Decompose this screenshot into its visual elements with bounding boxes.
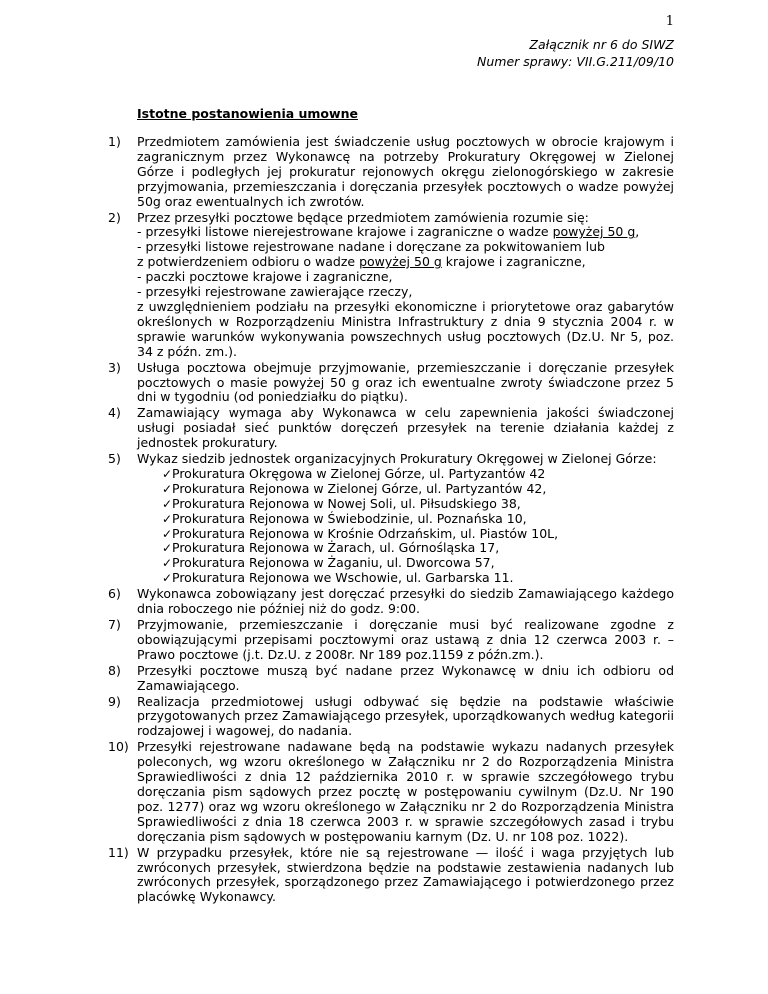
clause-text: W przypadku przesyłek, które nie są rejestrowane — ilość i waga przyjętych lub zwróconych przesyłek, stwierdzona będzie na podstawie zestawienia nadanych lub zwróconych przesyłek, sporządzonego przez Zamawiającego i potwierdzonego przez placówkę Wykonawcy. (137, 844, 674, 905)
clause-number: 1) (108, 134, 121, 149)
clause-number: 5) (108, 451, 121, 467)
clause-text: Usługa pocztowa obejmuje przyjmowanie, przemieszczanie i doręczanie przesyłek pocztowych o masie powyżej 50 g oraz ich ewentualne zwroty świadczone przez 5 dni w tygodniu (od poniedziałku do piątku). (137, 359, 674, 405)
list-item: ✓ Prokuratura Rejonowa w Nowej Soli, ul. Piłsudskiego 38, (162, 495, 521, 511)
clause-6 (108, 587, 674, 617)
page-number: 1 (665, 14, 674, 29)
clause-10 (108, 740, 674, 844)
clause-text: Realizacja przedmiotowej usługi odbywać się będzie na podstawie właściwie przygotowanych przez Zamawiającego przesyłek, uporządkowanych według kategorii rodzajowej i wagowej, do nadania. (137, 693, 674, 739)
clause-number: 3) (108, 359, 121, 375)
clause-number: 2) (108, 209, 121, 225)
clause-number: 11) (108, 844, 129, 860)
list-item: ✓ Prokuratura Rejonowa w Żarach, ul. Górnośląska 17, (162, 540, 500, 556)
checkmark-icon: ✓ (162, 466, 173, 481)
clause-number: 9) (108, 693, 121, 709)
list-item: ✓ Prokuratura Rejonowa we Wschowie, ul. Garbarska 11. (162, 570, 514, 586)
clause-text: Przyjmowanie, przemieszczanie i doręczanie musi być realizowane zgodne z obowiązującymi przepisami pocztowymi oraz ustawą z dnia 12 czerwca 2003 r. – Prawo pocztowe (j.t. Dz.U. z 2008r. Nr 189 poz.1159 z późn.zm.). (137, 617, 674, 662)
clause-7 (108, 618, 674, 663)
clause-5 (108, 452, 674, 586)
list-item: ✓ Prokuratura Rejonowa w Żaganiu, ul. Dworcowa 57, (162, 555, 495, 571)
clause-8 (108, 664, 674, 694)
attachment-header (477, 36, 674, 70)
clause-number: 4) (108, 405, 121, 421)
clause-text: Przedmiotem zamówienia jest świadczenie usług pocztowych w obrocie krajowym i zagranicznym przez Wykonawcę na potrzeby Prokuratury Okręgowej w Zielonej Górze i podległych jej prokuratur rejonowych okręgu zielonogórskiego w zakresie przyjmowania, przemieszczania i doręczania przesyłek pocztowych o wadze powyżej 50g oraz ewentualnych ich zwrotów. (137, 134, 674, 209)
clause-text: Przesyłki rejestrowane nadawane będą na podstawie wykazu nadanych przesyłek poleconych, wg wzoru określonego w Załączniku nr 2 do Rozporządzenia Ministra Sprawiedliwości z dnia 12 października 2010 r. w sprawie szczegółowego trybu doręczania pism sądowych przez pocztę w postępowaniu cywilnym (Dz.U. Nr 190 poz. 1277) oraz wg wzoru określonego w Załączniku nr 2 do Rozporządzenia Ministra Sprawiedliwości z dnia 18 czerwca 2003 r. w sprawie szczegółowych zasad i trybu doręczania pism sądowych w postępowaniu karnym (Dz. U. nr 108 poz. 1022). (137, 739, 674, 844)
checkmark-icon: ✓ (162, 511, 173, 526)
units-list (137, 467, 674, 586)
clause-number: 6) (108, 586, 121, 602)
checkmark-icon: ✓ (162, 541, 173, 556)
clause-9 (108, 695, 674, 740)
document-body (108, 135, 674, 906)
checkmark-icon: ✓ (162, 526, 173, 541)
checkmark-icon: ✓ (162, 571, 173, 586)
list-item: ✓ Prokuratura Okręgowa w Zielonej Górze, ul. Partyzantów 42 (162, 465, 546, 481)
clause-2 (108, 211, 674, 360)
clause-number: 7) (108, 617, 121, 632)
clause-text: Wykaz siedzib jednostek organizacyjnych Prokuratury Okręgowej w Zielonej Górze: (137, 451, 657, 467)
clause-rest: z uwzględnieniem podziału na przesyłki ekonomiczne i priorytetowe oraz gabarytów określonych w Rozporządzeniu Ministra Infrastruktury z dnia 9 stycznia 2004 r. w sprawie warunków wykonywania powszechnych usług pocztowych (Dz.U. Nr 5, poz. 34 z późn. zm.). (137, 298, 674, 359)
attachment-label: Załącznik nr 6 do SIWZ (529, 37, 674, 52)
document-title: Istotne postanowienia umowne (137, 106, 358, 121)
parcel-type-4: - przesyłki rejestrowane zawierające rzeczy, (137, 284, 413, 300)
clause-intro: Przez przesyłki pocztowe będące przedmiotem zamówienia rozumie się: (137, 209, 589, 225)
clause-text: Wykonawca zobowiązany jest doręczać przesyłki do siedzib Zamawiającego każdego dnia roboczego nie później niż do godz. 9:00. (137, 586, 674, 617)
clause-4 (108, 406, 674, 451)
clause-3 (108, 361, 674, 406)
list-item: ✓ Prokuratura Rejonowa w Zielonej Górze, ul. Partyzantów 42, (162, 480, 547, 496)
clause-number: 10) (108, 739, 129, 755)
parcel-type-3: - paczki pocztowe krajowe i zagraniczne, (137, 269, 393, 285)
checkmark-icon: ✓ (162, 556, 173, 571)
parcel-type-1: - przesyłki listowe nierejestrowane krajowe i zagraniczne o wadze powyżej 50 g, (137, 224, 640, 240)
clause-11 (108, 846, 674, 906)
clause-text: Przesyłki pocztowe muszą być nadane przez Wykonawcę w dniu ich odbioru od Zamawiającego. (137, 662, 674, 693)
parcel-type-2-cont: z potwierdzeniem odbioru o wadze powyżej 50 g krajowe i zagraniczne, (137, 254, 586, 270)
list-item: ✓ Prokuratura Rejonowa w Krośnie Odrzańskim, ul. Piastów 10L, (162, 525, 559, 541)
checkmark-icon: ✓ (162, 496, 173, 511)
clause-1 (108, 135, 674, 210)
clause-text: Zamawiający wymaga aby Wykonawca w celu zapewnienia jakości świadczonej usługi posiadał sieć punktów doręczeń przesyłek na terenie działania każdej z jednostek prokuratury. (137, 405, 674, 451)
case-number: Numer sprawy: VII.G.211/09/10 (477, 54, 674, 69)
checkmark-icon: ✓ (162, 481, 173, 496)
clause-number: 8) (108, 662, 121, 678)
list-item: ✓ Prokuratura Rejonowa w Świebodzinie, ul. Poznańska 10, (162, 510, 527, 526)
parcel-type-2: - przesyłki listowe rejestrowane nadane i doręczane za pokwitowaniem lub (137, 239, 605, 255)
